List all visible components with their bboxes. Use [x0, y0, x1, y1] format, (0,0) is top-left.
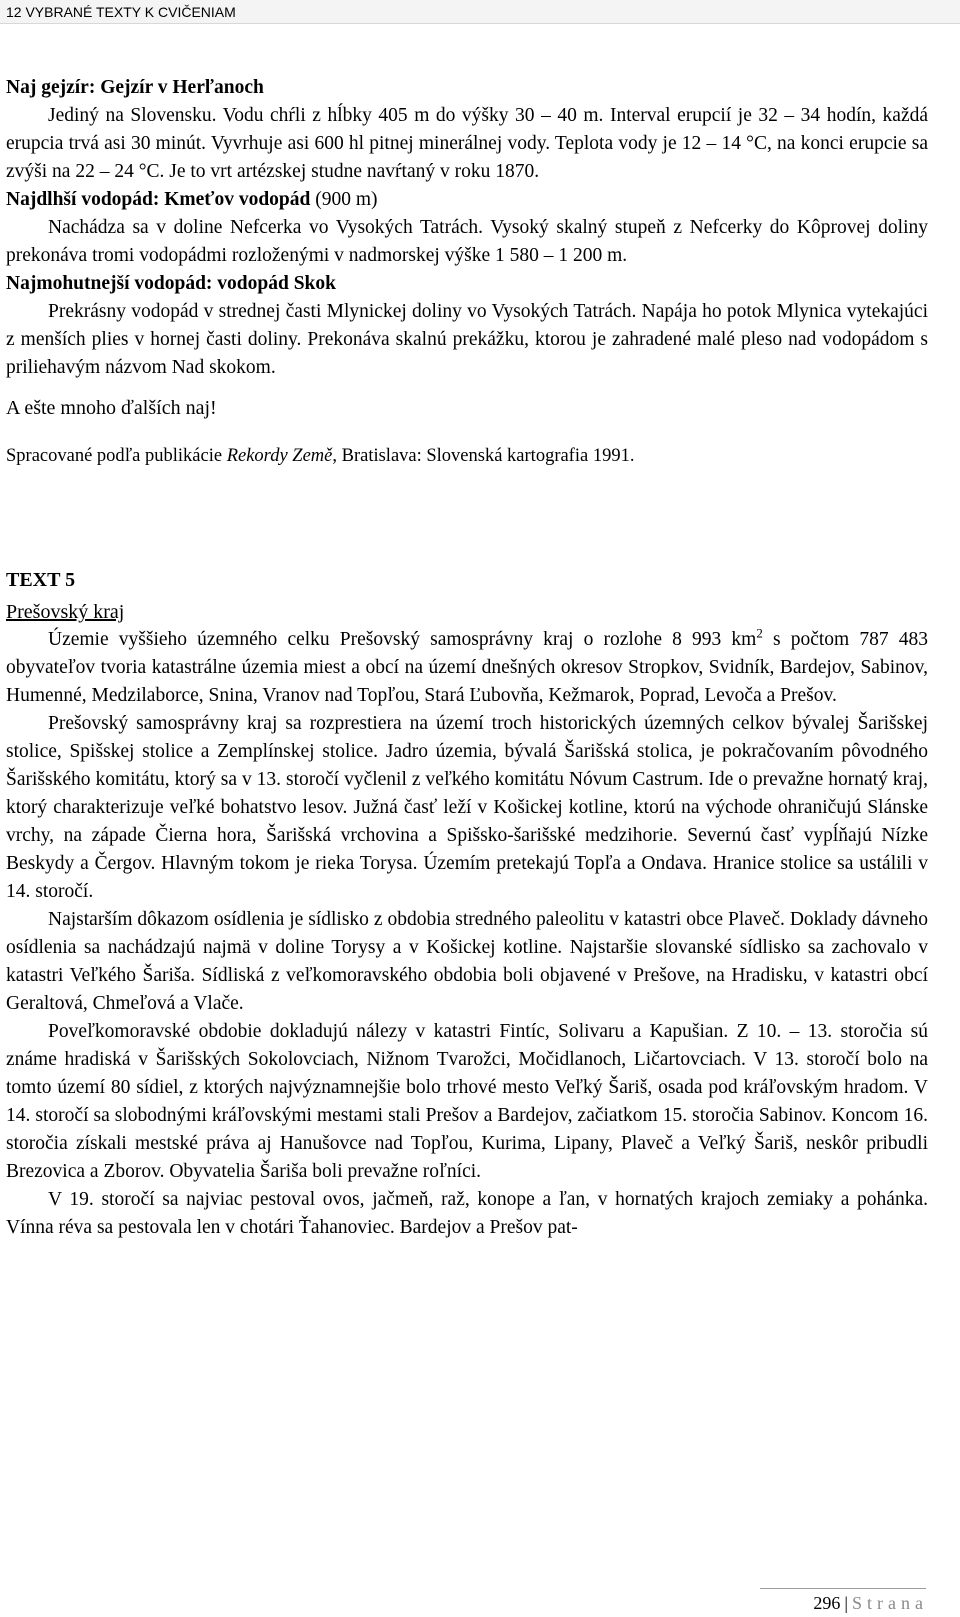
text5-label: TEXT 5 [6, 569, 76, 591]
source-title: Rekordy Země [226, 446, 333, 466]
page-number: 296 [813, 1593, 841, 1613]
source-suffix: , Bratislava: Slovenská kartografia 1991. [332, 446, 635, 466]
footer-strana-label: Strana [852, 1593, 928, 1613]
longest-waterfall-body: Nachádza sa v doline Nefcerka vo Vysokých Tatrách. Vysoký skalný stupeň z Nefcerky do Kôprovej doliny prekonáva tromi vodopádmi rozloženými v nadmorskej výške 1 580 – 1 200 m. [6, 217, 928, 266]
page-footer [813, 1592, 928, 1614]
superscript-2: 2 [756, 625, 763, 641]
text5-paragraph-5: V 19. storočí sa najviac pestoval ovos, jačmeň, raž, konope a ľan, v hornatých krajoch zemiaky a pohánka. Vínna réva sa pestovala len v chotári Ťahanoviec. Bardejov a Prešov pat- [6, 1189, 928, 1238]
longest-waterfall-heading [6, 186, 928, 214]
footer-divider [760, 1588, 926, 1589]
text5-paragraph-3: Najstarším dôkazom osídlenia je sídlisko z obdobia stredného paleolitu v katastri obce Plaveč. Doklady dávneho osídlenia sa nachádzajú najmä v doline Torysy a v Košickej kotline. Najstaršie slovanské sídlisko sa zachovalo v katastri Veľkého Šariša. Sídliská z veľkomoravského obdobia boli objavené v Prešove, na Hradisku, v katastri obcí Geraltová, Chmeľová a Vlače. [6, 909, 928, 1014]
text5-paragraph-4: Poveľkomoravské obdobie dokladujú nálezy v katastri Fintíc, Solivaru a Kapušian. Z 10. – 13. storočia sú známe hradiská v Šarišských Sokolovciach, Nižnom Tvarožci, Močidlanoch, Ličartovciach. V 13. storočí bolo na tomto území 80 sídiel, z ktorých najvýznamnejšie bolo trhové mesto Veľký Šariš, osada pod kráľovským hradom. V 14. storočí sa slobodnými kráľovskými mestami stali Prešov a Bardejov, začiatkom 15. storočia Sabinov. Koncom 16. storočia získali mestské práva aj Hanušovce nad Topľou, Kurima, Lipany, Plaveč a Veľký Šariš, neskôr pribudli Brezovica a Zborov. Obyvatelia Šariša boli prevažne roľníci. [6, 1021, 928, 1182]
geyser-body: Jediný na Slovensku. Vodu chŕli z hĺbky 405 m do výšky 30 – 40 m. Interval erupcií je 32 – 34 hodín, každá erupcia trvá asi 30 minút. Vyvrhuje asi 600 hl pitnej minerálnej vody. Teplota vody je 12 – 14 °C, na konci erupcie sa zvýši na 22 – 24 °C. Je to vrt artézskej studne navŕtaný v roku 1870. [6, 105, 928, 182]
footer-separator: | [844, 1593, 849, 1613]
source-note [6, 442, 928, 470]
mightiest-waterfall-heading: Najmohutnejší vodopád: vodopád Skok [6, 273, 336, 294]
mightiest-waterfall-body: Prekrásny vodopád v strednej časti Mlynickej doliny vo Vysokých Tatrách. Napája ho potok Mlynica vytekajúci z menších plies v hornej časti doliny. Prekonáva skalnú prekážku, ktorou je zahradené malé pleso nad vodopádom s priliehavým názvom Nad skokom. [6, 301, 928, 378]
text5-title: Prešovský kraj [6, 601, 125, 623]
para1-text-b: s počtom 787 483 obyvateľov tvoria katastrálne územia miest a obcí na území dnešných okresov Stropkov, Svidník, Bardejov, Sabinov, Humenné, Medzilaborce, Snina, Vranov nad Topľou, Stará Ľubovňa, Kežmarok, Poprad, Levoča a Prešov. [6, 629, 928, 706]
text5-paragraph-2: Prešovský samosprávny kraj sa rozprestiera na území troch historických územných celkov bývalej Šarišskej stolice, Spišskej stolice a Zemplínskej stolice. Jadro územia, bývalá Šarišská stolica, je pokračovaním pôvodného Šarišského komitátu, ktorý sa v 13. storočí vyčlenil z veľkého komitátu Nóvum Castrum. Ide o prevažne hornatý kraj, ktorý charakterizuje veľké bohatstvo lesov. Južná časť leží v Košickej kotline, ktorú na východe ohraničujú Slánske vrchy, na západe Čierna hora, Šarišská vrchovina a Spišsko-šarišské medzihorie. Severnú časť vypĺňajú Nízke Beskydy a Čergov. Hlavným tokom je rieka Torysa. Územím pretekajú Topľa a Ondava. Hranice stolice sa ustálili v 14. storočí. [6, 713, 928, 902]
para1-text-a: Územie vyššieho územného celku Prešovský samosprávny kraj o rozlohe 8 993 km [48, 629, 757, 650]
longest-waterfall-heading-height: (900 m) [310, 189, 378, 210]
text5-paragraph-1 [6, 626, 928, 710]
source-prefix: Spracované podľa publikácie [6, 446, 227, 466]
running-header: 12 VYBRANÉ TEXTY K CVIČENIAM [0, 0, 960, 24]
longest-waterfall-heading-bold: Najdlhší vodopád: Kmeťov vodopád [6, 189, 311, 210]
closing-line: A ešte mnoho ďalších naj! [6, 397, 217, 419]
geyser-heading: Naj gejzír: Gejzír v Herľanoch [6, 77, 264, 98]
page-content [6, 74, 928, 1242]
